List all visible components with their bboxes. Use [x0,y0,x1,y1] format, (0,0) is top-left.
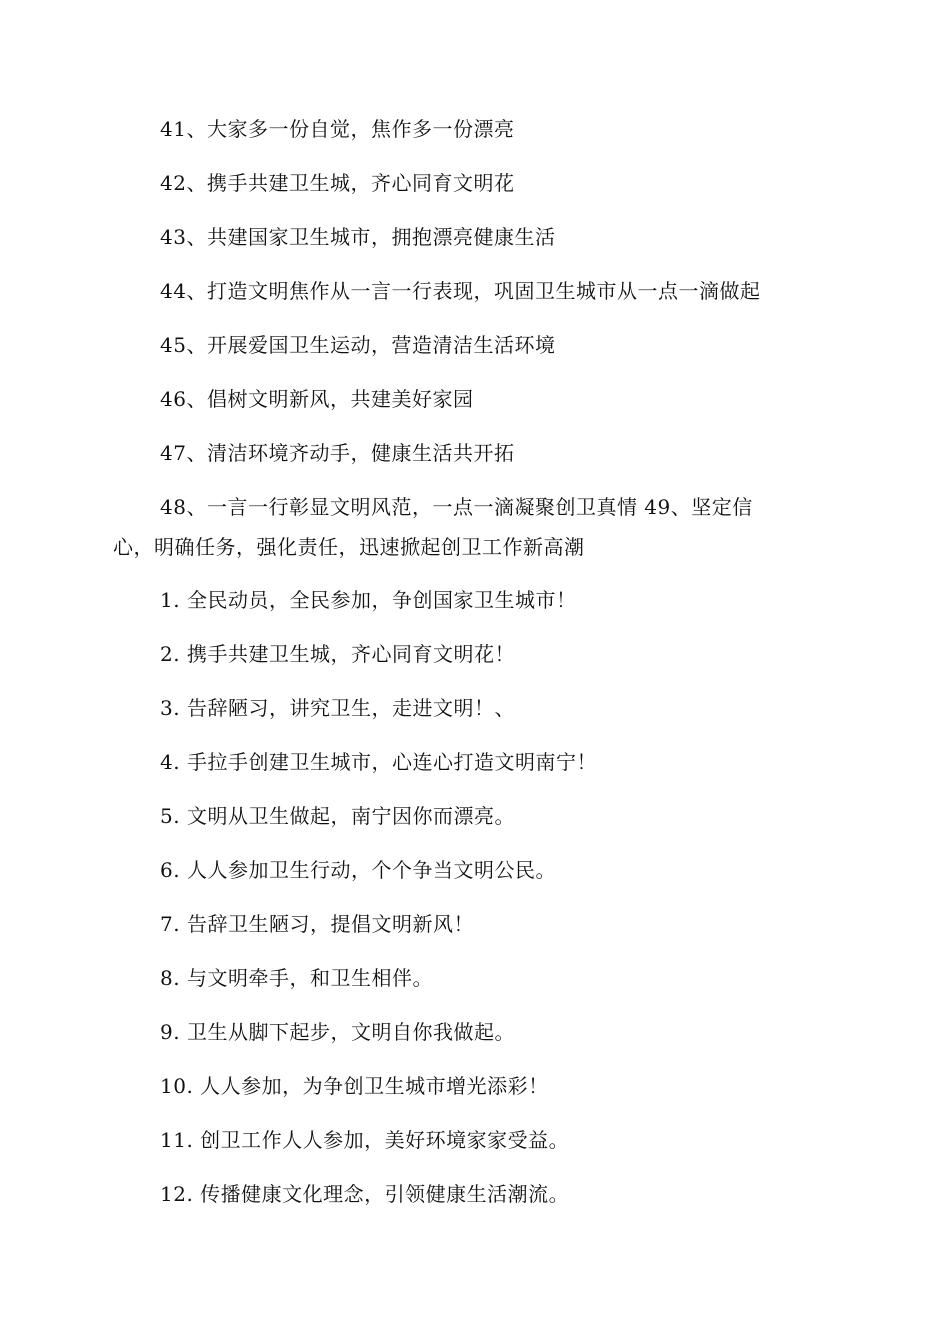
slogan-4: 4. 手拉手创建卫生城市，心连心打造文明南宁！ [160,750,597,774]
slogan-42: 42、携手共建卫生城，齐心同育文明花 [160,171,515,195]
slogan-48: 48、一言一行彰显文明风范，一点一滴凝聚创卫真情 49、坚定信 [160,495,753,519]
slogan-5: 5. 文明从卫生做起，南宁因你而漂亮。 [160,804,515,828]
slogan-45: 45、开展爱国卫生运动，营造清洁生活环境 [160,333,556,357]
slogan-44: 44、打造文明焦作从一言一行表现，巩固卫生城市从一点一滴做起 [160,279,761,303]
slogan-1: 1. 全民动员，全民参加，争创国家卫生城市！ [160,588,577,612]
slogan-46: 46、倡树文明新风，共建美好家园 [160,387,474,411]
slogan-11: 11. 创卫工作人人参加，美好环境家家受益。 [160,1128,570,1152]
slogan-43: 43、共建国家卫生城市，拥抱漂亮健康生活 [160,225,556,249]
slogan-12: 12. 传播健康文化理念，引领健康生活潮流。 [160,1182,570,1206]
slogan-8: 8. 与文明牵手，和卫生相伴。 [160,966,433,990]
slogan-10: 10. 人人参加，为争创卫生城市增光添彩！ [160,1074,549,1098]
slogan-6: 6. 人人参加卫生行动，个个争当文明公民。 [160,858,556,882]
slogan-3: 3. 告辞陋习，讲究卫生，走进文明！、 [160,696,515,720]
slogan-2: 2. 携手共建卫生城，齐心同育文明花！ [160,642,515,666]
slogan-7: 7. 告辞卫生陋习，提倡文明新风！ [160,912,474,936]
slogan-41: 41、大家多一份自觉，焦作多一份漂亮 [160,117,515,141]
slogan-47: 47、清洁环境齐动手，健康生活共开拓 [160,441,515,465]
slogan-49-continued: 心，明确任务，强化责任，迅速掀起创卫工作新高潮 [113,535,585,559]
slogan-9: 9. 卫生从脚下起步，文明自你我做起。 [160,1020,515,1044]
